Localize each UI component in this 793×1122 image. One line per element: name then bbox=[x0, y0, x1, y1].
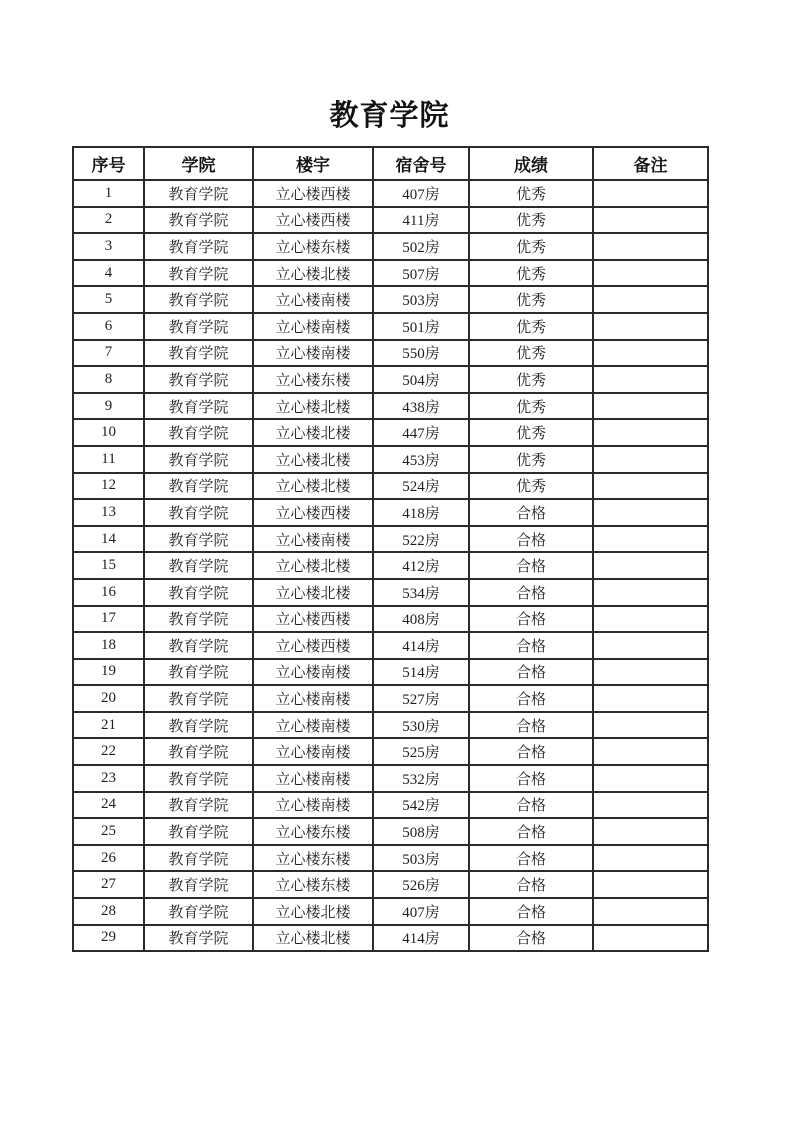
cell-college: 教育学院 bbox=[144, 632, 253, 659]
cell-remark bbox=[593, 552, 708, 579]
cell-room: 407房 bbox=[373, 180, 469, 207]
cell-room: 414房 bbox=[373, 925, 469, 952]
cell-room: 414房 bbox=[373, 632, 469, 659]
cell-index: 9 bbox=[73, 393, 144, 420]
cell-building: 立心楼南楼 bbox=[253, 659, 373, 686]
cell-remark bbox=[593, 499, 708, 526]
cell-college: 教育学院 bbox=[144, 738, 253, 765]
cell-remark bbox=[593, 659, 708, 686]
cell-grade: 合格 bbox=[469, 845, 593, 872]
table-row bbox=[73, 260, 708, 287]
cell-room: 507房 bbox=[373, 260, 469, 287]
cell-building: 立心楼北楼 bbox=[253, 579, 373, 606]
cell-college: 教育学院 bbox=[144, 446, 253, 473]
cell-college: 教育学院 bbox=[144, 765, 253, 792]
cell-remark bbox=[593, 340, 708, 367]
cell-room: 527房 bbox=[373, 685, 469, 712]
table-row bbox=[73, 393, 708, 420]
cell-index: 7 bbox=[73, 340, 144, 367]
cell-room: 530房 bbox=[373, 712, 469, 739]
cell-remark bbox=[593, 286, 708, 313]
table-row bbox=[73, 233, 708, 260]
cell-college: 教育学院 bbox=[144, 473, 253, 500]
cell-grade: 合格 bbox=[469, 632, 593, 659]
table-row bbox=[73, 207, 708, 234]
cell-remark bbox=[593, 898, 708, 925]
cell-building: 立心楼东楼 bbox=[253, 366, 373, 393]
cell-index: 3 bbox=[73, 233, 144, 260]
cell-grade: 合格 bbox=[469, 659, 593, 686]
cell-college: 教育学院 bbox=[144, 313, 253, 340]
cell-college: 教育学院 bbox=[144, 207, 253, 234]
cell-grade: 优秀 bbox=[469, 446, 593, 473]
table-row bbox=[73, 552, 708, 579]
cell-grade: 优秀 bbox=[469, 180, 593, 207]
table-row bbox=[73, 473, 708, 500]
cell-room: 502房 bbox=[373, 233, 469, 260]
table-row bbox=[73, 792, 708, 819]
table-row bbox=[73, 845, 708, 872]
cell-room: 514房 bbox=[373, 659, 469, 686]
cell-room: 532房 bbox=[373, 765, 469, 792]
cell-room: 418房 bbox=[373, 499, 469, 526]
cell-building: 立心楼南楼 bbox=[253, 792, 373, 819]
cell-building: 立心楼南楼 bbox=[253, 685, 373, 712]
cell-building: 立心楼南楼 bbox=[253, 526, 373, 553]
cell-index: 5 bbox=[73, 286, 144, 313]
cell-building: 立心楼东楼 bbox=[253, 845, 373, 872]
cell-room: 542房 bbox=[373, 792, 469, 819]
cell-grade: 合格 bbox=[469, 898, 593, 925]
cell-room: 524房 bbox=[373, 473, 469, 500]
cell-index: 25 bbox=[73, 818, 144, 845]
cell-remark bbox=[593, 871, 708, 898]
cell-college: 教育学院 bbox=[144, 685, 253, 712]
cell-remark bbox=[593, 845, 708, 872]
cell-remark bbox=[593, 207, 708, 234]
cell-building: 立心楼南楼 bbox=[253, 340, 373, 367]
cell-index: 14 bbox=[73, 526, 144, 553]
dorm-grade-table bbox=[72, 146, 709, 952]
cell-index: 18 bbox=[73, 632, 144, 659]
cell-index: 22 bbox=[73, 738, 144, 765]
cell-room: 408房 bbox=[373, 606, 469, 633]
table-row bbox=[73, 579, 708, 606]
column-header-building: 楼宇 bbox=[253, 147, 373, 180]
cell-building: 立心楼西楼 bbox=[253, 207, 373, 234]
cell-building: 立心楼西楼 bbox=[253, 632, 373, 659]
cell-remark bbox=[593, 606, 708, 633]
cell-building: 立心楼东楼 bbox=[253, 818, 373, 845]
cell-room: 447房 bbox=[373, 419, 469, 446]
cell-room: 508房 bbox=[373, 818, 469, 845]
cell-grade: 合格 bbox=[469, 818, 593, 845]
cell-index: 19 bbox=[73, 659, 144, 686]
cell-index: 17 bbox=[73, 606, 144, 633]
cell-room: 503房 bbox=[373, 286, 469, 313]
cell-college: 教育学院 bbox=[144, 366, 253, 393]
cell-index: 26 bbox=[73, 845, 144, 872]
cell-grade: 合格 bbox=[469, 738, 593, 765]
table-row bbox=[73, 419, 708, 446]
cell-remark bbox=[593, 526, 708, 553]
cell-building: 立心楼南楼 bbox=[253, 712, 373, 739]
cell-college: 教育学院 bbox=[144, 925, 253, 952]
cell-college: 教育学院 bbox=[144, 845, 253, 872]
cell-index: 4 bbox=[73, 260, 144, 287]
column-header-room: 宿舍号 bbox=[373, 147, 469, 180]
cell-index: 27 bbox=[73, 871, 144, 898]
column-header-grade: 成绩 bbox=[469, 147, 593, 180]
cell-grade: 优秀 bbox=[469, 207, 593, 234]
table-row bbox=[73, 738, 708, 765]
cell-remark bbox=[593, 632, 708, 659]
table-row bbox=[73, 925, 708, 952]
cell-room: 438房 bbox=[373, 393, 469, 420]
cell-room: 412房 bbox=[373, 552, 469, 579]
table-row bbox=[73, 898, 708, 925]
cell-remark bbox=[593, 366, 708, 393]
table-row bbox=[73, 712, 708, 739]
cell-building: 立心楼北楼 bbox=[253, 898, 373, 925]
cell-room: 407房 bbox=[373, 898, 469, 925]
cell-index: 12 bbox=[73, 473, 144, 500]
cell-index: 29 bbox=[73, 925, 144, 952]
cell-building: 立心楼东楼 bbox=[253, 233, 373, 260]
cell-remark bbox=[593, 738, 708, 765]
cell-grade: 优秀 bbox=[469, 419, 593, 446]
cell-room: 503房 bbox=[373, 845, 469, 872]
cell-grade: 合格 bbox=[469, 765, 593, 792]
cell-room: 522房 bbox=[373, 526, 469, 553]
cell-building: 立心楼北楼 bbox=[253, 260, 373, 287]
cell-index: 8 bbox=[73, 366, 144, 393]
table-row bbox=[73, 818, 708, 845]
cell-index: 2 bbox=[73, 207, 144, 234]
cell-grade: 优秀 bbox=[469, 340, 593, 367]
cell-index: 13 bbox=[73, 499, 144, 526]
cell-college: 教育学院 bbox=[144, 340, 253, 367]
cell-room: 550房 bbox=[373, 340, 469, 367]
cell-grade: 优秀 bbox=[469, 393, 593, 420]
cell-building: 立心楼东楼 bbox=[253, 871, 373, 898]
table-row bbox=[73, 765, 708, 792]
cell-index: 24 bbox=[73, 792, 144, 819]
cell-college: 教育学院 bbox=[144, 552, 253, 579]
cell-building: 立心楼北楼 bbox=[253, 552, 373, 579]
cell-remark bbox=[593, 473, 708, 500]
cell-grade: 合格 bbox=[469, 712, 593, 739]
cell-college: 教育学院 bbox=[144, 526, 253, 553]
cell-remark bbox=[593, 685, 708, 712]
cell-remark bbox=[593, 818, 708, 845]
cell-index: 23 bbox=[73, 765, 144, 792]
cell-index: 28 bbox=[73, 898, 144, 925]
cell-remark bbox=[593, 233, 708, 260]
cell-college: 教育学院 bbox=[144, 871, 253, 898]
cell-room: 501房 bbox=[373, 313, 469, 340]
cell-index: 1 bbox=[73, 180, 144, 207]
page-title: 教育学院 bbox=[329, 100, 450, 132]
cell-building: 立心楼北楼 bbox=[253, 925, 373, 952]
cell-college: 教育学院 bbox=[144, 579, 253, 606]
cell-grade: 合格 bbox=[469, 925, 593, 952]
cell-room: 411房 bbox=[373, 207, 469, 234]
table-row bbox=[73, 180, 708, 207]
cell-college: 教育学院 bbox=[144, 233, 253, 260]
cell-index: 20 bbox=[73, 685, 144, 712]
cell-college: 教育学院 bbox=[144, 792, 253, 819]
cell-remark bbox=[593, 446, 708, 473]
cell-college: 教育学院 bbox=[144, 419, 253, 446]
cell-building: 立心楼北楼 bbox=[253, 473, 373, 500]
table-row bbox=[73, 685, 708, 712]
cell-college: 教育学院 bbox=[144, 260, 253, 287]
table-row bbox=[73, 286, 708, 313]
cell-college: 教育学院 bbox=[144, 659, 253, 686]
cell-remark bbox=[593, 313, 708, 340]
cell-college: 教育学院 bbox=[144, 898, 253, 925]
table-row bbox=[73, 446, 708, 473]
column-header-index: 序号 bbox=[73, 147, 144, 180]
cell-index: 16 bbox=[73, 579, 144, 606]
cell-room: 534房 bbox=[373, 579, 469, 606]
cell-remark bbox=[593, 792, 708, 819]
cell-building: 立心楼北楼 bbox=[253, 419, 373, 446]
table-row bbox=[73, 606, 708, 633]
cell-building: 立心楼南楼 bbox=[253, 738, 373, 765]
table-row bbox=[73, 659, 708, 686]
cell-grade: 优秀 bbox=[469, 233, 593, 260]
cell-building: 立心楼北楼 bbox=[253, 446, 373, 473]
cell-grade: 优秀 bbox=[469, 286, 593, 313]
cell-remark bbox=[593, 419, 708, 446]
cell-grade: 合格 bbox=[469, 792, 593, 819]
cell-grade: 合格 bbox=[469, 685, 593, 712]
cell-grade: 合格 bbox=[469, 871, 593, 898]
cell-index: 6 bbox=[73, 313, 144, 340]
cell-room: 504房 bbox=[373, 366, 469, 393]
cell-room: 526房 bbox=[373, 871, 469, 898]
cell-building: 立心楼南楼 bbox=[253, 313, 373, 340]
cell-room: 525房 bbox=[373, 738, 469, 765]
cell-remark bbox=[593, 579, 708, 606]
table-row bbox=[73, 871, 708, 898]
cell-remark bbox=[593, 393, 708, 420]
table-row bbox=[73, 632, 708, 659]
table-row bbox=[73, 313, 708, 340]
cell-grade: 合格 bbox=[469, 606, 593, 633]
cell-room: 453房 bbox=[373, 446, 469, 473]
cell-grade: 合格 bbox=[469, 499, 593, 526]
cell-grade: 优秀 bbox=[469, 313, 593, 340]
cell-college: 教育学院 bbox=[144, 818, 253, 845]
table-header-row bbox=[73, 147, 708, 180]
cell-building: 立心楼西楼 bbox=[253, 180, 373, 207]
cell-college: 教育学院 bbox=[144, 286, 253, 313]
cell-grade: 合格 bbox=[469, 579, 593, 606]
cell-grade: 合格 bbox=[469, 552, 593, 579]
table-row bbox=[73, 366, 708, 393]
table-row bbox=[73, 526, 708, 553]
cell-remark bbox=[593, 925, 708, 952]
cell-building: 立心楼南楼 bbox=[253, 286, 373, 313]
cell-building: 立心楼西楼 bbox=[253, 606, 373, 633]
column-header-college: 学院 bbox=[144, 147, 253, 180]
table-row bbox=[73, 499, 708, 526]
cell-remark bbox=[593, 180, 708, 207]
cell-college: 教育学院 bbox=[144, 499, 253, 526]
table-row bbox=[73, 340, 708, 367]
cell-college: 教育学院 bbox=[144, 180, 253, 207]
cell-grade: 优秀 bbox=[469, 366, 593, 393]
cell-grade: 优秀 bbox=[469, 473, 593, 500]
cell-remark bbox=[593, 712, 708, 739]
cell-grade: 合格 bbox=[469, 526, 593, 553]
cell-building: 立心楼南楼 bbox=[253, 765, 373, 792]
column-header-remark: 备注 bbox=[593, 147, 708, 180]
cell-index: 11 bbox=[73, 446, 144, 473]
cell-college: 教育学院 bbox=[144, 712, 253, 739]
cell-building: 立心楼北楼 bbox=[253, 393, 373, 420]
cell-grade: 优秀 bbox=[469, 260, 593, 287]
cell-college: 教育学院 bbox=[144, 393, 253, 420]
cell-remark bbox=[593, 260, 708, 287]
cell-index: 15 bbox=[73, 552, 144, 579]
cell-index: 10 bbox=[73, 419, 144, 446]
cell-remark bbox=[593, 765, 708, 792]
cell-college: 教育学院 bbox=[144, 606, 253, 633]
cell-index: 21 bbox=[73, 712, 144, 739]
cell-building: 立心楼西楼 bbox=[253, 499, 373, 526]
